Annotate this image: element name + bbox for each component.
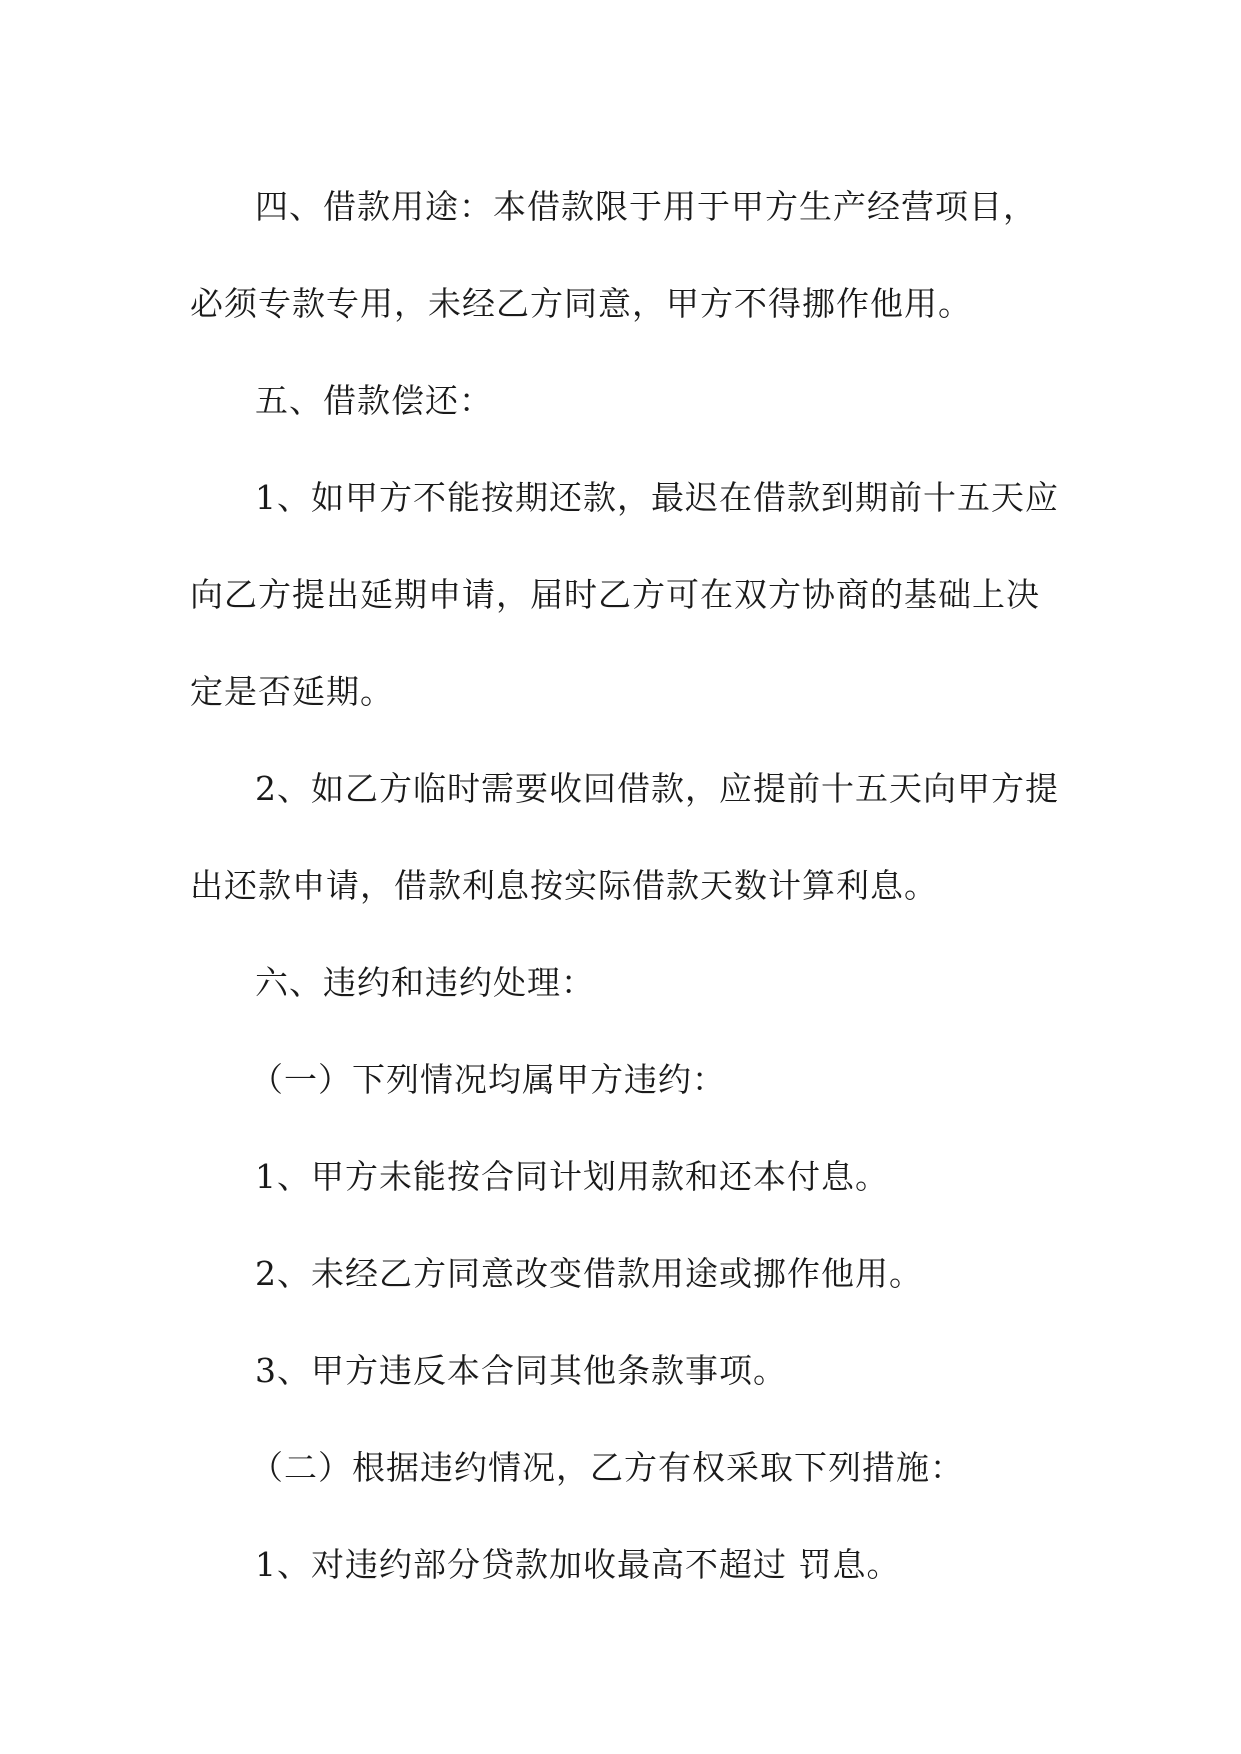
clause-5-heading: 五、借款偿还： [255,381,493,420]
clause-5-item-1-line-3: 定是否延期。 [190,672,394,711]
clause-6-heading: 六、违约和违约处理： [255,963,595,1002]
clause-6-sub-2-heading: （二）根据违约情况，乙方有权采取下列措施： [250,1448,964,1487]
clause-5-item-1-line-1: 1、如甲方不能按期还款，最迟在借款到期前十五天应 [255,478,1059,517]
clause-5-item-1-line-2: 向乙方提出延期申请，届时乙方可在双方协商的基础上决 [190,575,1040,614]
clause-5-item-2-line-1: 2、如乙方临时需要收回借款，应提前十五天向甲方提 [255,769,1059,808]
clause-6-sub-1-item-1: 1、甲方未能按合同计划用款和还本付息。 [255,1157,889,1196]
clause-5-item-2-line-2: 出还款申请，借款利息按实际借款天数计算利息。 [190,866,938,905]
clause-6-sub-1-heading: （一）下列情况均属甲方违约： [250,1060,726,1099]
clause-6-sub-1-item-3: 3、甲方违反本合同其他条款事项。 [255,1351,787,1390]
clause-4-purpose-line-2: 必须专款专用，未经乙方同意，甲方不得挪作他用。 [190,284,972,323]
clause-6-sub-2-item-1: 1、对违约部分贷款加收最高不超过 罚息。 [255,1545,901,1584]
clause-6-sub-1-item-2: 2、未经乙方同意改变借款用途或挪作他用。 [255,1254,923,1293]
clause-4-purpose-line-1: 四、借款用途：本借款限于用于甲方生产经营项目， [255,187,1037,226]
